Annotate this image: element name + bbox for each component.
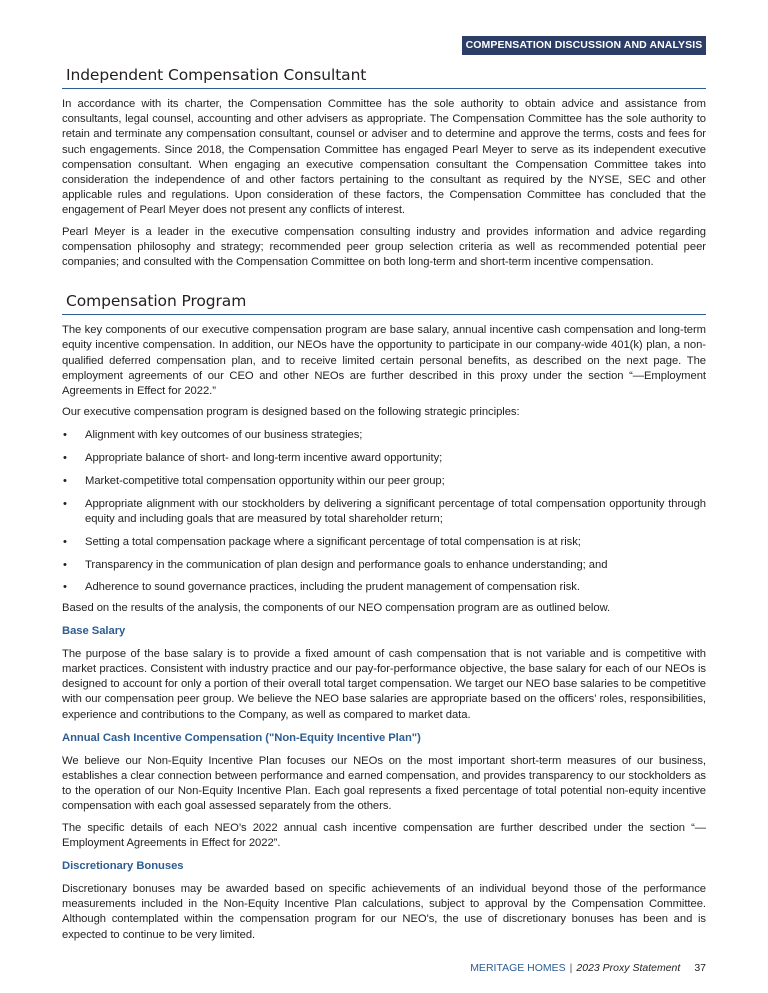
principles-list bbox=[62, 428, 706, 595]
section-compensation-program bbox=[62, 290, 706, 943]
bullet-icon: • bbox=[63, 558, 67, 571]
bullet-icon: • bbox=[63, 429, 67, 442]
list-item: • Adherence to sound governance practices, including the prudent management of compensation risk. bbox=[62, 580, 706, 595]
subheading-base-salary: Base Salary bbox=[62, 624, 126, 637]
paragraph: We believe our Non-Equity Incentive Plan focuses our NEOs on the most important short-term measures of our business, establishes a clear connection between performance and earned compensation, and provides transparency to our stockholders as to the operation of our Non-Equity Incentive Plan. Each goal represents a fixed percentage of total potential non-equity incentive compensation with each goal assessed separately from the others. bbox=[62, 754, 706, 813]
paragraph: Discretionary bonuses may be awarded based on specific achievements of an individual beyond those of the performance measurements included in the Non-Equity Incentive Plan calculations, subject to approval by the Compensation Committee. Although contemplated within the compensation program for our NEO's, the use of discretionary bonuses has been and is expected to continue to be very limited. bbox=[62, 883, 706, 941]
list-item: • Transparency in the communication of plan design and performance goals to enhance understanding; and bbox=[62, 558, 706, 573]
bullet-icon: • bbox=[63, 452, 67, 465]
paragraph: The purpose of the base salary is to provide a fixed amount of cash compensation that is not variable and is competitive with market practices. Consistent with industry practice and our pay-for-performance objective, the base salary for each of our NEOs is designed to account for only a portion of their overall total target compensation. We target our NEO base salaries to be competitive with our compensation peer group. We believe the NEO base salaries are appropriate based on the officers’ roles, responsibilities, experience and contributions to the Company, as well as compared to market data. bbox=[62, 647, 706, 721]
page-content bbox=[62, 64, 706, 943]
page-footer bbox=[470, 962, 706, 974]
page-number: 37 bbox=[694, 962, 706, 974]
list-item: • Appropriate balance of short- and long-term incentive award opportunity; bbox=[62, 451, 706, 466]
bullet-icon: • bbox=[63, 535, 67, 548]
bullet-icon: • bbox=[63, 581, 67, 594]
bullet-icon: • bbox=[63, 497, 67, 510]
paragraph-principles-lead: Our executive compensation program is designed based on the following strategic principles: bbox=[62, 406, 520, 419]
subheading-annual-cash-incentive: Annual Cash Incentive Compensation ("Non-Equity Incentive Plan") bbox=[62, 731, 421, 744]
paragraph-outro: Based on the results of the analysis, the components of our NEO compensation program are as outlined below. bbox=[62, 601, 611, 614]
section-heading: Independent Compensation Consultant bbox=[62, 64, 706, 89]
subheading-discretionary-bonuses: Discretionary Bonuses bbox=[62, 860, 184, 873]
paragraph: The specific details of each NEO’s 2022 annual cash incentive compensation are further described under the section “—Employment Agreements in Effect for 2022”. bbox=[62, 821, 706, 849]
list-item: • Appropriate alignment with our stockholders by delivering a significant percentage of total compensation opportunity through equity and including goals that are measured by total shareholder return; bbox=[63, 497, 706, 526]
paragraph: Pearl Meyer is a leader in the executive compensation consulting industry and provides information and advice regarding compensation philosophy and strategy; recommended peer group selection criteria as well as recommended potential peer companies; and consulted with the Compensation Committee on both long-term and short-term incentive compensation. bbox=[62, 225, 706, 269]
paragraph-intro: The key components of our executive compensation program are base salary, annual incentive cash compensation and long-term equity incentive compensation. In addition, our NEOs have the opportunity to participate in our company-wide 401(k) plan, a non-qualified deferred compensation plan, and to receive limited certain personal benefits, as described on the next page. The employment agreements of our CEO and other NEOs are further described in this proxy under the section “—Employment Agreements in Effect for 2022.” bbox=[62, 324, 706, 398]
section-header-tab: COMPENSATION DISCUSSION AND ANALYSIS bbox=[462, 36, 706, 55]
paragraph: In accordance with its charter, the Compensation Committee has the sole authority to obtain advice and assistance from consultants, legal counsel, accounting and other advisers as appropriate. The Compensation Committee has the sole authority to retain and terminate any compensation consultant, counsel or adviser and to determine and approve the terms, costs and fees for such engagements. Since 2018, the Compensation Committee has engaged Pearl Meyer to serve as its independent executive compensation consultant. When engaging an executive compensation consultant the Compensation Committee takes into consideration the independence of and other factors pertaining to the consultant as required by the NYSE, SEC and other applicable rules and regulations. Upon consideration of these factors, the Compensation Committee has concluded that the engagement of Pearl Meyer does not present any conflicts of interest. bbox=[62, 98, 706, 217]
list-item: • Alignment with key outcomes of our business strategies; bbox=[62, 428, 706, 443]
footer-separator: | bbox=[569, 962, 573, 974]
list-item: • Setting a total compensation package where a significant percentage of total compensation is at risk; bbox=[62, 535, 706, 550]
section-heading: Compensation Program bbox=[62, 290, 706, 315]
bullet-icon: • bbox=[63, 475, 67, 488]
footer-company: MERITAGE HOMES bbox=[470, 962, 566, 974]
list-item: • Market-competitive total compensation opportunity within our peer group; bbox=[62, 474, 706, 489]
section-independent-consultant bbox=[62, 64, 706, 270]
footer-document-title: 2023 Proxy Statement bbox=[576, 962, 681, 974]
